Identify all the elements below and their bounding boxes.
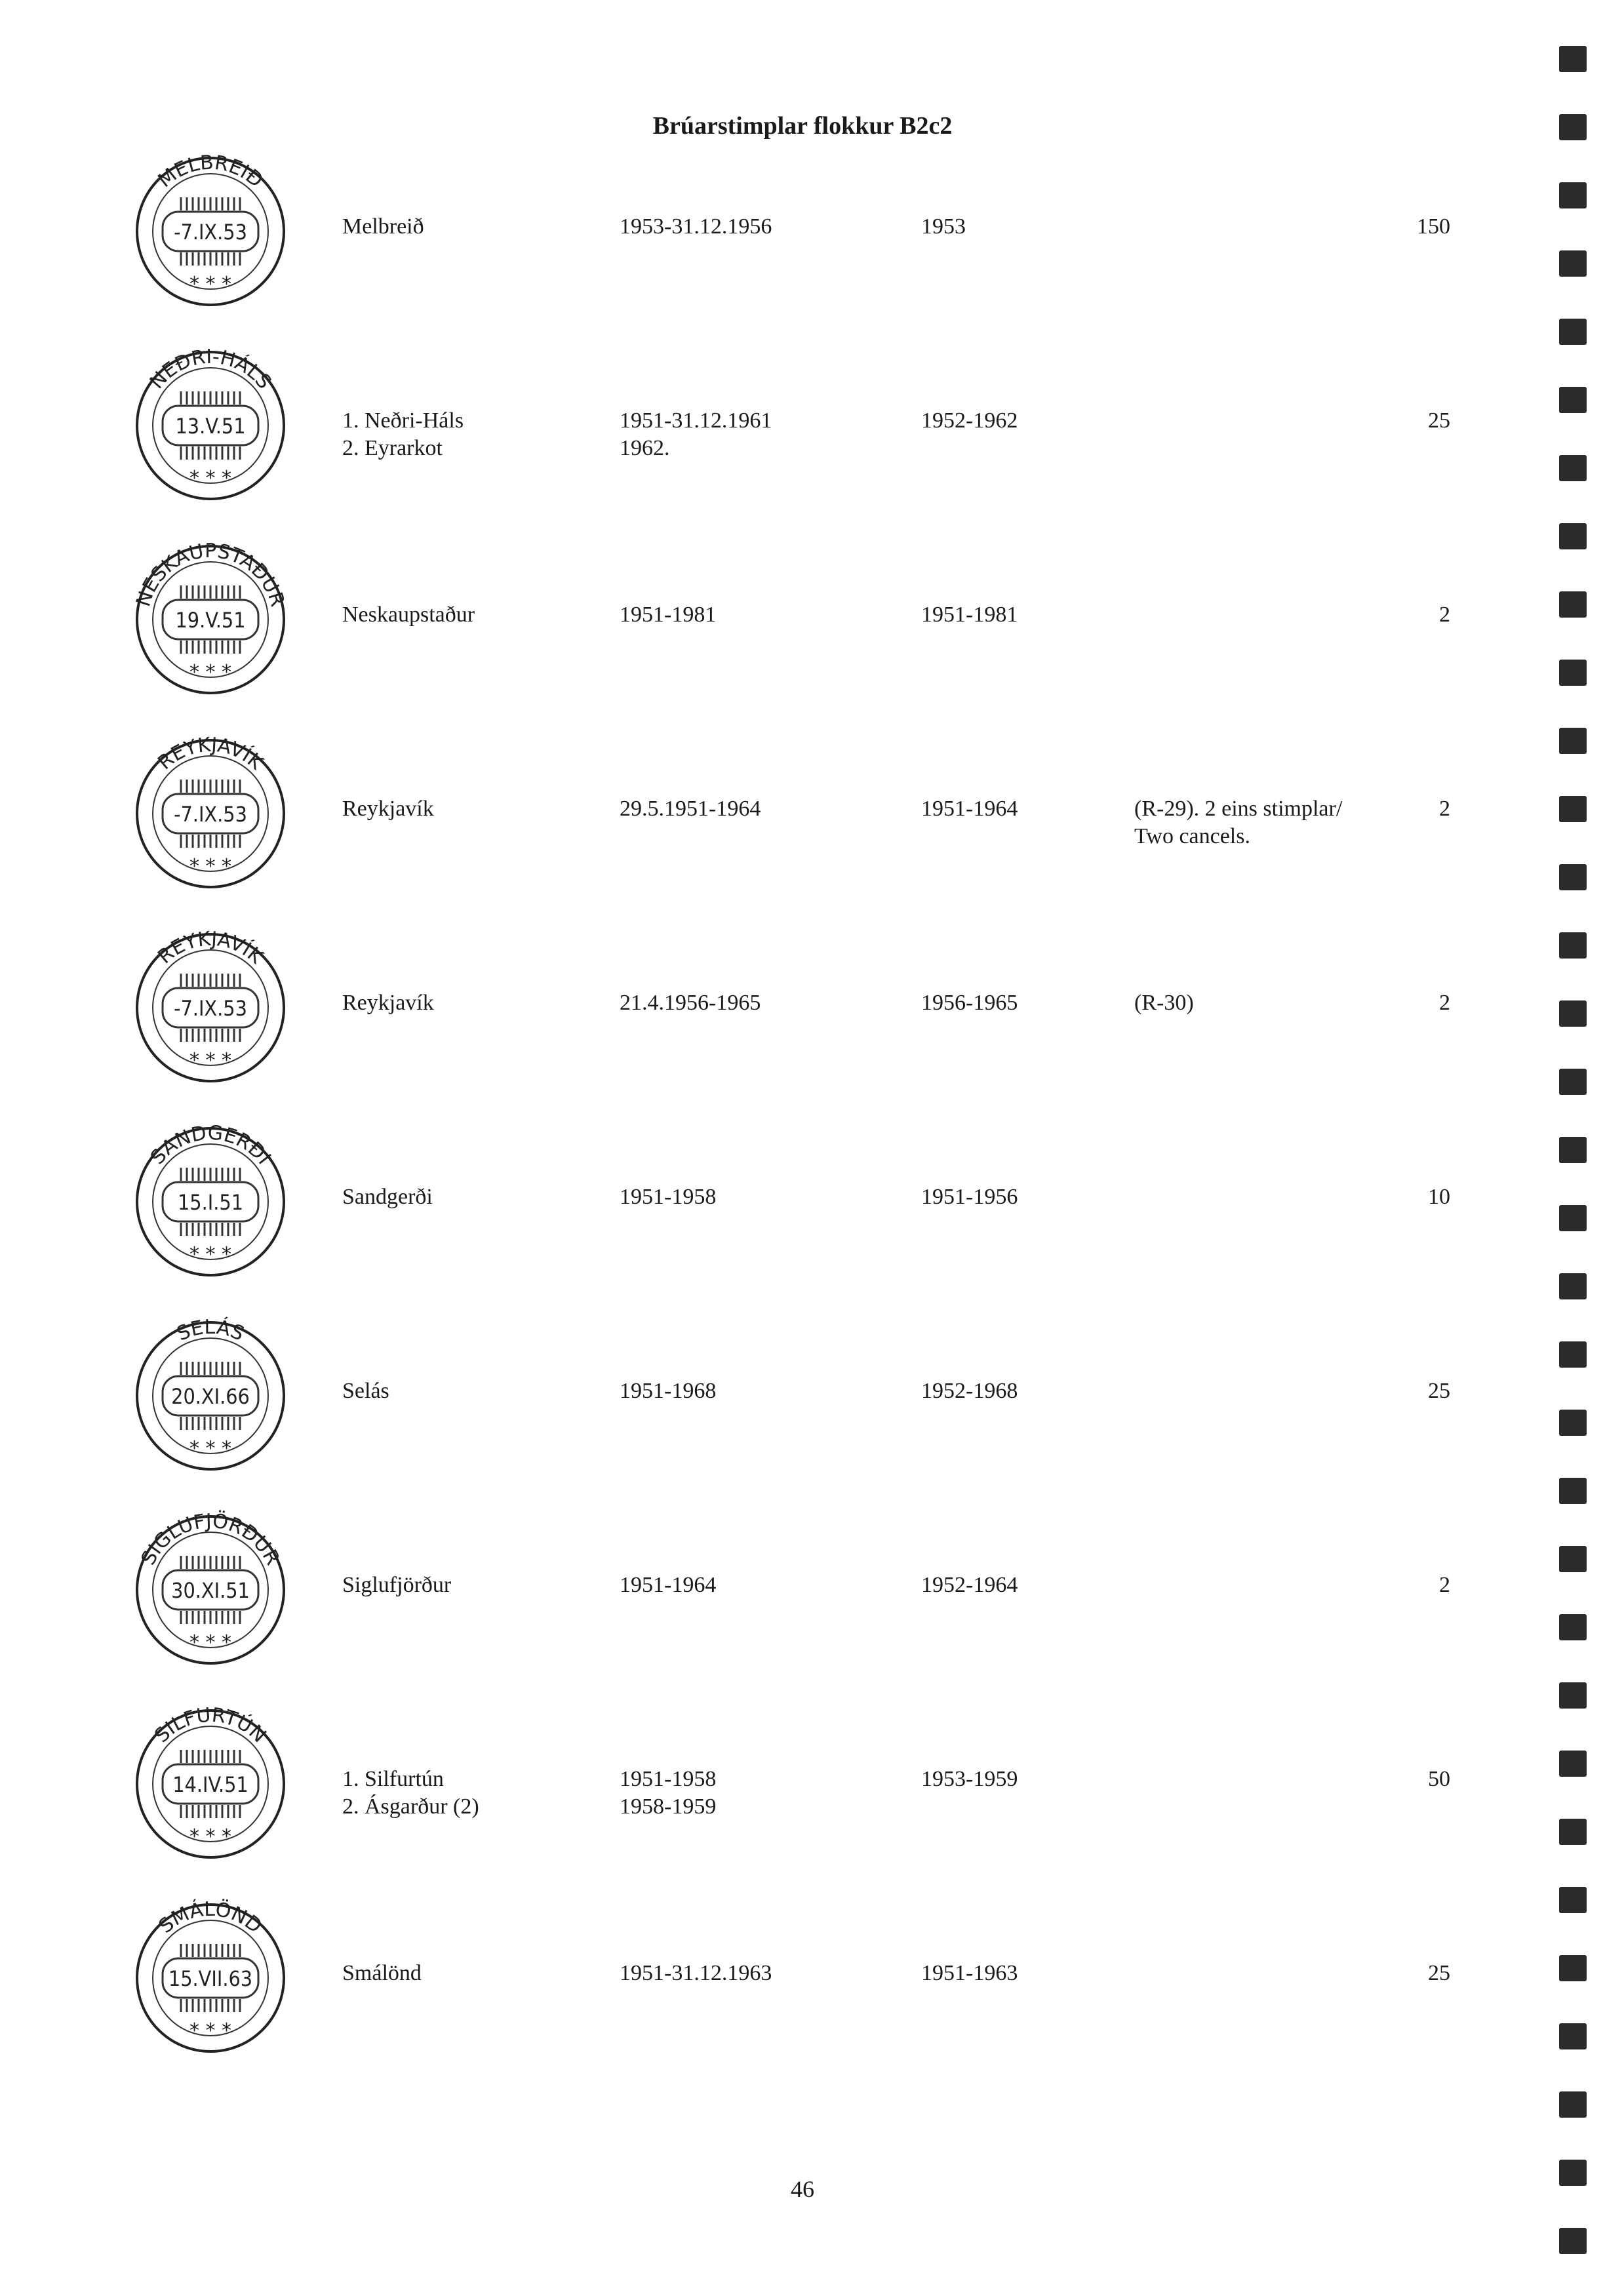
price-value xyxy=(1377,989,1450,1017)
post-office-name-line: Sandgerði xyxy=(342,1185,433,1209)
postmark-date-text: 30.XI.51 xyxy=(171,1578,250,1603)
binder-hole xyxy=(1559,1273,1587,1299)
binder-hole xyxy=(1559,1410,1587,1436)
price-value-line: 2 xyxy=(1439,991,1450,1015)
remark xyxy=(1134,795,1342,850)
recorded-years-line: 1951-1956 xyxy=(921,1185,1018,1209)
binder-hole xyxy=(1559,46,1587,72)
postmark-image xyxy=(129,1312,292,1482)
price-value xyxy=(1377,1572,1450,1599)
postmark-image xyxy=(129,536,292,706)
binder-hole xyxy=(1559,1069,1587,1095)
post-office-name-line: 2. Ásgarður (2) xyxy=(342,1794,479,1819)
postmark-stars: * * * xyxy=(189,1049,232,1072)
page-number: 46 xyxy=(791,2176,814,2202)
use-period-line: 29.5.1951-1964 xyxy=(620,797,761,821)
postmark-image xyxy=(129,1506,292,1676)
price-value-line: 150 xyxy=(1417,214,1450,239)
postmark-stars: * * * xyxy=(189,1437,232,1460)
binder-hole xyxy=(1559,796,1587,822)
postmark-stars: * * * xyxy=(189,2019,232,2042)
post-office-name xyxy=(342,1572,451,1599)
stamp-entry xyxy=(0,730,1605,913)
postmark-image xyxy=(129,148,292,318)
recorded-years xyxy=(921,1766,1018,1793)
binder-holes xyxy=(1559,46,1591,2275)
price-value xyxy=(1377,1377,1450,1405)
post-office-name-line: Reykjavík xyxy=(342,797,434,821)
use-period-line: 1951-1968 xyxy=(620,1379,717,1403)
binder-hole xyxy=(1559,728,1587,754)
recorded-years-line: 1952-1964 xyxy=(921,1573,1018,1597)
postmark-town-text: SELÁS xyxy=(173,1315,248,1346)
post-office-name xyxy=(342,795,434,823)
binder-hole xyxy=(1559,1341,1587,1368)
price-value-line: 2 xyxy=(1439,603,1450,627)
postmark-image xyxy=(129,1118,292,1288)
postmark-stars: * * * xyxy=(189,855,232,878)
recorded-years xyxy=(921,213,966,241)
postmark-stars: * * * xyxy=(189,661,232,684)
stamp-entry xyxy=(0,1312,1605,1495)
postmark-svg xyxy=(129,924,292,1094)
remark-line: (R-30) xyxy=(1134,991,1194,1015)
use-period xyxy=(620,1183,716,1211)
postmark-svg xyxy=(129,1312,292,1482)
postmark-date-text: 20.XI.66 xyxy=(171,1384,250,1409)
recorded-years-line: 1952-1962 xyxy=(921,408,1018,433)
postmark-svg xyxy=(129,1118,292,1288)
price-value-line: 25 xyxy=(1428,408,1450,433)
use-period xyxy=(620,795,761,823)
post-office-name xyxy=(342,1183,433,1211)
post-office-name-line: Melbreið xyxy=(342,214,424,239)
binder-hole xyxy=(1559,1887,1587,1913)
post-office-name xyxy=(342,1960,422,1987)
price-value-line: 50 xyxy=(1428,1767,1450,1791)
use-period xyxy=(620,1572,716,1599)
recorded-years xyxy=(921,601,1018,629)
use-period-line: 1951-1958 xyxy=(620,1767,717,1791)
recorded-years-line: 1956-1965 xyxy=(921,991,1018,1015)
binder-hole xyxy=(1559,114,1587,140)
postmark-date-text: -7.IX.53 xyxy=(174,996,247,1021)
binder-hole xyxy=(1559,2023,1587,2049)
post-office-name-line: Neskaupstaður xyxy=(342,603,475,627)
binder-hole xyxy=(1559,1682,1587,1709)
postmark-stars: * * * xyxy=(189,1243,232,1266)
recorded-years-line: 1953-1959 xyxy=(921,1767,1018,1791)
stamp-entry xyxy=(0,148,1605,331)
price-value-line: 2 xyxy=(1439,1573,1450,1597)
price-value xyxy=(1377,795,1450,823)
recorded-years xyxy=(921,1960,1018,1987)
recorded-years xyxy=(921,989,1018,1017)
use-period xyxy=(620,1960,772,1987)
postmark-town-text: NEÐRI-HÁLS xyxy=(145,345,276,394)
postmark-town-text: MELBREIÐ xyxy=(153,151,268,193)
price-value-line: 2 xyxy=(1439,797,1450,821)
stamp-entry xyxy=(0,536,1605,719)
stamp-entry xyxy=(0,1894,1605,2078)
use-period-line: 1951-1958 xyxy=(620,1185,717,1209)
postmark-image xyxy=(129,342,292,512)
use-period xyxy=(620,601,716,629)
postmark-stars: * * * xyxy=(189,1825,232,1848)
post-office-name-line: Siglufjörður xyxy=(342,1573,452,1597)
use-period xyxy=(620,1377,716,1405)
postmark-svg xyxy=(129,1894,292,2065)
price-value xyxy=(1377,407,1450,435)
binder-hole xyxy=(1559,1751,1587,1777)
postmark-date-text: 13.V.51 xyxy=(175,414,246,439)
postmark-svg xyxy=(129,730,292,900)
binder-hole xyxy=(1559,2160,1587,2186)
binder-hole xyxy=(1559,319,1587,345)
postmark-date-text: 15.I.51 xyxy=(177,1190,244,1215)
binder-hole xyxy=(1559,182,1587,208)
price-value xyxy=(1377,213,1450,241)
binder-hole xyxy=(1559,387,1587,413)
remark-line: Two cancels. xyxy=(1134,824,1250,848)
page-title: Brúarstimplar flokkur B2c2 xyxy=(652,112,953,140)
price-value xyxy=(1377,601,1450,629)
binder-hole xyxy=(1559,455,1587,481)
postmark-town-text: NESKAUPSTAÐUR xyxy=(132,539,289,610)
recorded-years-line: 1951-1981 xyxy=(921,603,1018,627)
use-period xyxy=(620,989,761,1017)
binder-hole xyxy=(1559,660,1587,686)
postmark-town-text: SANDGERÐI xyxy=(146,1121,275,1169)
binder-hole xyxy=(1559,591,1587,618)
postmark-date-text: 14.IV.51 xyxy=(172,1772,248,1797)
postmark-date-text: -7.IX.53 xyxy=(174,802,247,827)
postmark-image xyxy=(129,1700,292,1870)
binder-hole xyxy=(1559,1137,1587,1163)
binder-hole xyxy=(1559,1819,1587,1845)
post-office-name xyxy=(342,213,424,241)
recorded-years-line: 1951-1963 xyxy=(921,1961,1018,1985)
use-period-line: 1951-1964 xyxy=(620,1573,717,1597)
postmark-image xyxy=(129,730,292,900)
use-period-line: 1951-1981 xyxy=(620,603,717,627)
remark xyxy=(1134,989,1194,1017)
binder-hole xyxy=(1559,2228,1587,2254)
use-period-line: 1962. xyxy=(620,436,670,460)
binder-hole xyxy=(1559,864,1587,890)
use-period-line: 1953-31.12.1956 xyxy=(620,214,772,239)
recorded-years xyxy=(921,407,1018,435)
binder-hole xyxy=(1559,1000,1587,1027)
postmark-date-text: 19.V.51 xyxy=(175,608,246,633)
postmark-date-text: 15.VII.63 xyxy=(168,1966,253,1991)
use-period-line: 1958-1959 xyxy=(620,1794,717,1819)
postmark-town-text: REYKJAVÍK xyxy=(153,733,268,775)
post-office-name xyxy=(342,1766,479,1821)
binder-hole xyxy=(1559,2091,1587,2118)
postmark-svg xyxy=(129,1700,292,1870)
postmark-town-text: SILFURTÚN xyxy=(150,1703,271,1748)
price-value xyxy=(1377,1183,1450,1211)
recorded-years xyxy=(921,795,1018,823)
postmark-image xyxy=(129,924,292,1094)
post-office-name xyxy=(342,989,434,1017)
use-period xyxy=(620,213,772,241)
post-office-name-line: Selás xyxy=(342,1379,389,1403)
post-office-name xyxy=(342,407,464,462)
postmark-svg xyxy=(129,536,292,706)
stamp-entry xyxy=(0,1118,1605,1301)
binder-hole xyxy=(1559,1478,1587,1504)
stamp-entry xyxy=(0,1700,1605,1884)
stamp-entry xyxy=(0,1506,1605,1690)
use-period-line: 21.4.1956-1965 xyxy=(620,991,761,1015)
price-value xyxy=(1377,1766,1450,1793)
postmark-town-text: SMÁLÖND xyxy=(154,1897,266,1939)
post-office-name-line: Smálönd xyxy=(342,1961,422,1985)
use-period-line: 1951-31.12.1961 xyxy=(620,408,772,433)
postmark-stars: * * * xyxy=(189,273,232,296)
postmark-town-text: SIGLUFJÖRÐUR xyxy=(136,1509,285,1569)
postmark-image xyxy=(129,1894,292,2065)
recorded-years-line: 1951-1964 xyxy=(921,797,1018,821)
stamp-entry xyxy=(0,342,1605,525)
binder-hole xyxy=(1559,250,1587,277)
binder-hole xyxy=(1559,932,1587,959)
remark-line: (R-29). 2 eins stimplar/ xyxy=(1134,797,1343,821)
binder-hole xyxy=(1559,1955,1587,1981)
price-value-line: 10 xyxy=(1428,1185,1450,1209)
recorded-years xyxy=(921,1377,1018,1405)
stamp-entry xyxy=(0,924,1605,1107)
postmark-svg xyxy=(129,148,292,318)
price-value-line: 25 xyxy=(1428,1961,1450,1985)
price-value-line: 25 xyxy=(1428,1379,1450,1403)
binder-hole xyxy=(1559,1614,1587,1640)
post-office-name-line: 1. Silfurtún xyxy=(342,1767,444,1791)
postmark-svg xyxy=(129,342,292,512)
post-office-name-line: Reykjavík xyxy=(342,991,434,1015)
postmark-stars: * * * xyxy=(189,467,232,490)
binder-hole xyxy=(1559,1205,1587,1231)
postmark-date-text: -7.IX.53 xyxy=(174,220,247,245)
use-period-line: 1951-31.12.1963 xyxy=(620,1961,772,1985)
recorded-years-line: 1952-1968 xyxy=(921,1379,1018,1403)
recorded-years xyxy=(921,1183,1018,1211)
use-period xyxy=(620,1766,716,1821)
use-period xyxy=(620,407,772,462)
postmark-svg xyxy=(129,1506,292,1676)
post-office-name xyxy=(342,1377,389,1405)
binder-hole xyxy=(1559,1546,1587,1572)
recorded-years xyxy=(921,1572,1018,1599)
postmark-town-text: REYKJAVÍK xyxy=(153,927,268,969)
recorded-years-line: 1953 xyxy=(921,214,966,239)
postmark-stars: * * * xyxy=(189,1631,232,1654)
price-value xyxy=(1377,1960,1450,1987)
post-office-name-line: 2. Eyrarkot xyxy=(342,436,443,460)
binder-hole xyxy=(1559,523,1587,549)
post-office-name-line: 1. Neðri-Háls xyxy=(342,408,464,433)
post-office-name xyxy=(342,601,475,629)
